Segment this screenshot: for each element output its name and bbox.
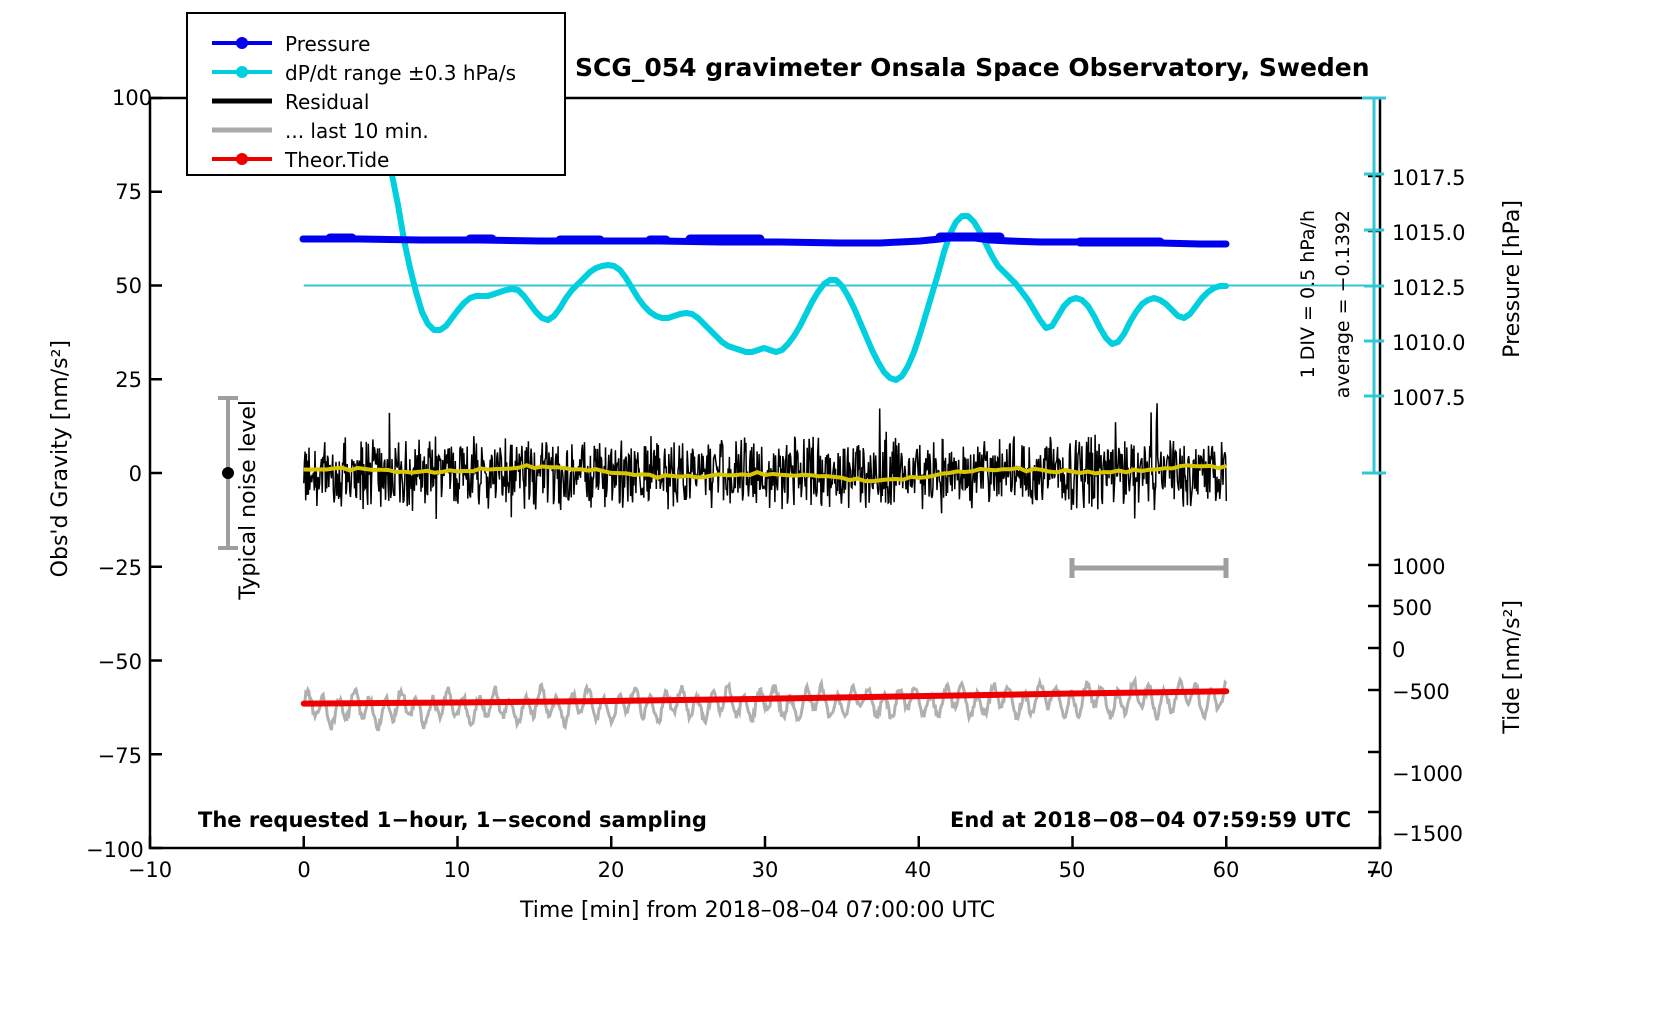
- ptick-1017-5: 1017.5: [1392, 166, 1466, 190]
- legend-label-theor-tide: Theor.Tide: [285, 148, 390, 172]
- ptick-1012-5: 1012.5: [1392, 276, 1466, 300]
- tide-axis-label: Tide [nm/s²]: [1500, 600, 1525, 734]
- noise-level-label: Typical noise level: [236, 400, 261, 600]
- sampling-note: The requested 1−hour, 1−second sampling: [198, 808, 707, 832]
- ytick-25: 25: [115, 368, 142, 392]
- pressure-axis-label: Pressure [hPa]: [1500, 200, 1525, 358]
- xtick-m10: −10: [127, 858, 173, 882]
- ytick-m25: −25: [97, 556, 142, 580]
- ttick-1000: 1000: [1392, 555, 1446, 579]
- ytick-0: 0: [128, 462, 142, 486]
- xtick-40: 40: [904, 858, 932, 882]
- xtick-20: 20: [597, 858, 625, 882]
- xtick-60: 60: [1212, 858, 1240, 882]
- page-title: SCG_054 gravimeter Onsala Space Observatory, Sweden: [575, 53, 1370, 82]
- ytick-m100: −100: [86, 838, 144, 862]
- legend: [186, 12, 566, 176]
- ytick-50: 50: [115, 274, 142, 298]
- legend-label-residual: Residual: [285, 90, 370, 114]
- noise-level-dot: [222, 467, 234, 479]
- div-scale-bar: [1362, 98, 1386, 473]
- ytick-m50: −50: [97, 650, 142, 674]
- ttick-0: 0: [1392, 638, 1406, 662]
- legend-label-dpdt: dP/dt range ±0.3 hPa/s: [285, 61, 517, 85]
- ptick-1007-5: 1007.5: [1392, 386, 1466, 410]
- div-scale-label: 1 DIV = 0.5 hPa/h: [1297, 210, 1319, 379]
- ytick-75: 75: [115, 180, 142, 204]
- ptick-1010-0: 1010.0: [1392, 331, 1466, 355]
- series-theor-tide: [304, 691, 1227, 703]
- xtick-70: 70: [1366, 858, 1394, 882]
- ptick-1015-0: 1015.0: [1392, 221, 1466, 245]
- residual-path: [304, 403, 1227, 519]
- y-axis-label: Obs'd Gravity [nm/s²]: [48, 340, 73, 578]
- ttick-500: 500: [1392, 596, 1433, 620]
- gray-scale-bar: [1072, 558, 1226, 578]
- x-axis-label: Time [min] from 2018–08–04 07:00:00 UTC: [520, 898, 996, 923]
- ttick-m1500: −1500: [1392, 822, 1464, 846]
- legend-label-last10: ... last 10 min.: [285, 119, 429, 143]
- legend-label-pressure: Pressure: [285, 32, 371, 56]
- ttick-m1000: −1000: [1392, 762, 1464, 786]
- xtick-50: 50: [1058, 858, 1086, 882]
- ytick-100: 100: [112, 86, 153, 110]
- xtick-0: 0: [297, 858, 311, 882]
- ytick-m75: −75: [97, 744, 142, 768]
- xtick-10: 10: [443, 858, 471, 882]
- xtick-30: 30: [751, 858, 779, 882]
- end-time-note: End at 2018−08−04 07:59:59 UTC: [950, 808, 1352, 832]
- average-label: average = −0.1392: [1332, 210, 1354, 399]
- ttick-m500: −500: [1392, 680, 1450, 704]
